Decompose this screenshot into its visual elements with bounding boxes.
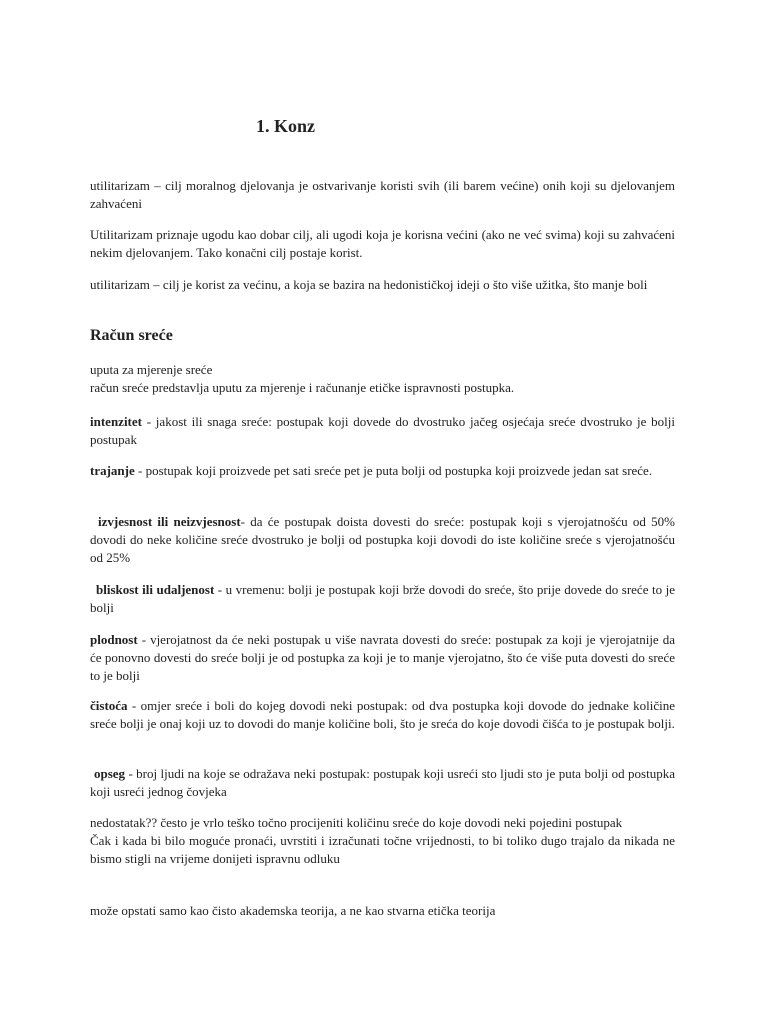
calc-intro-line-2: račun sreće predstavlja uputu za mjerenje i računanje etičke ispravnosti postupka.: [90, 380, 515, 395]
criterion-text: - broj ljudi na koje se odražava neki postupak: postupak koji usreći sto ljudi sto je puta bolji od postupka koji usreći jednog čovjeka: [90, 766, 675, 799]
criterion-plodnost: [90, 631, 675, 685]
criterion-text: - u vremenu: bolji je postupak koji brže dovodi do sreće, što prije dovede do sreće to je bolji: [90, 582, 675, 615]
criterion-izvjesnost: [90, 513, 675, 567]
criterion-term: opseg: [94, 766, 126, 781]
criterion-term: trajanje: [90, 463, 135, 478]
calc-intro-paragraph: [90, 361, 675, 397]
criterion-text: - vjerojatnost da će neki postupak u više navrata dovesti do sreće: postupak za koji je vjerojatnije da će ponovno dovesti do sreće bolji je od postupka za koji je to manje vjerojatno, što će više puta dovesti do sreće to je bolji: [90, 632, 675, 683]
section-heading: Račun sreće: [90, 327, 173, 344]
drawback-paragraph: [90, 814, 675, 868]
criterion-term: čistoća: [90, 698, 128, 713]
calc-intro-line-1: uputa za mjerenje sreće: [90, 362, 213, 377]
criterion-term: bliskost ili udaljenost: [96, 582, 215, 597]
page-title: 1. Konz: [256, 116, 316, 136]
criterion-intenzitet: [90, 413, 675, 449]
conclusion-paragraph: može opstati samo kao čisto akademska teorija, a ne kao stvarna etička teorija: [90, 903, 496, 918]
criterion-trajanje: [90, 462, 675, 480]
criterion-bliskost: [90, 581, 675, 617]
criterion-term: plodnost: [90, 632, 138, 647]
criterion-term: izvjesnost ili neizvjesnost: [98, 514, 241, 529]
criterion-cistoca: [90, 697, 675, 733]
criterion-text: - omjer sreće i boli do kojeg dovodi neki postupak: od dva postupka koji dovode do jednake količine sreće bolji je onaj koji uz to dovodi do manje količine boli, što je sreća do koje dovodi čišća to je postupak bolji.: [90, 698, 675, 731]
drawback-line-1: nedostatak?? često je vrlo teško točno procijeniti količinu sreće do koje dovodi neki pojedini postupak: [90, 815, 623, 830]
intro-paragraph-3: utilitarizam – cilj je korist za većinu, a koja se bazira na hedonističkoj ideji o što više užitka, što manje boli: [90, 277, 648, 292]
criterion-opseg: [90, 765, 675, 801]
criterion-term: intenzitet: [90, 414, 142, 429]
criterion-text: - postupak koji proizvede pet sati sreće pet je puta bolji od postupka koji proizvede jedan sat sreće.: [134, 463, 653, 478]
intro-paragraph-1: utilitarizam – cilj moralnog djelovanja je ostvarivanje koristi svih (ili barem većine) onih koji su djelovanjem zahvaćeni: [90, 178, 675, 211]
drawback-line-2: Čak i kada bi bilo moguće pronaći, uvrstiti i izračunati točne vrijednosti, to bi toliko dugo trajalo da nikada ne bismo stigli na vrijeme donijeti ispravnu odluku: [90, 833, 675, 866]
criterion-text: - jakost ili snaga sreće: postupak koji dovede do dvostruko jačeg osjećaja sreće dvostruko je bolji postupak: [90, 414, 675, 447]
intro-paragraph-2: Utilitarizam priznaje ugodu kao dobar cilj, ali ugodi koja je korisna većini (ako ne već svima) koji su zahvaćeni nekim djelovanjem. Tako konačni cilj postaje korist.: [90, 227, 675, 260]
criterion-text: - da će postupak doista dovesti do sreće: postupak koji s vjerojatnošću od 50% dovodi do neke količine sreće dvostruko je bolji od postupka koji dovodi do iste količine sreće s vjerojatnošću od 25%: [90, 514, 675, 565]
